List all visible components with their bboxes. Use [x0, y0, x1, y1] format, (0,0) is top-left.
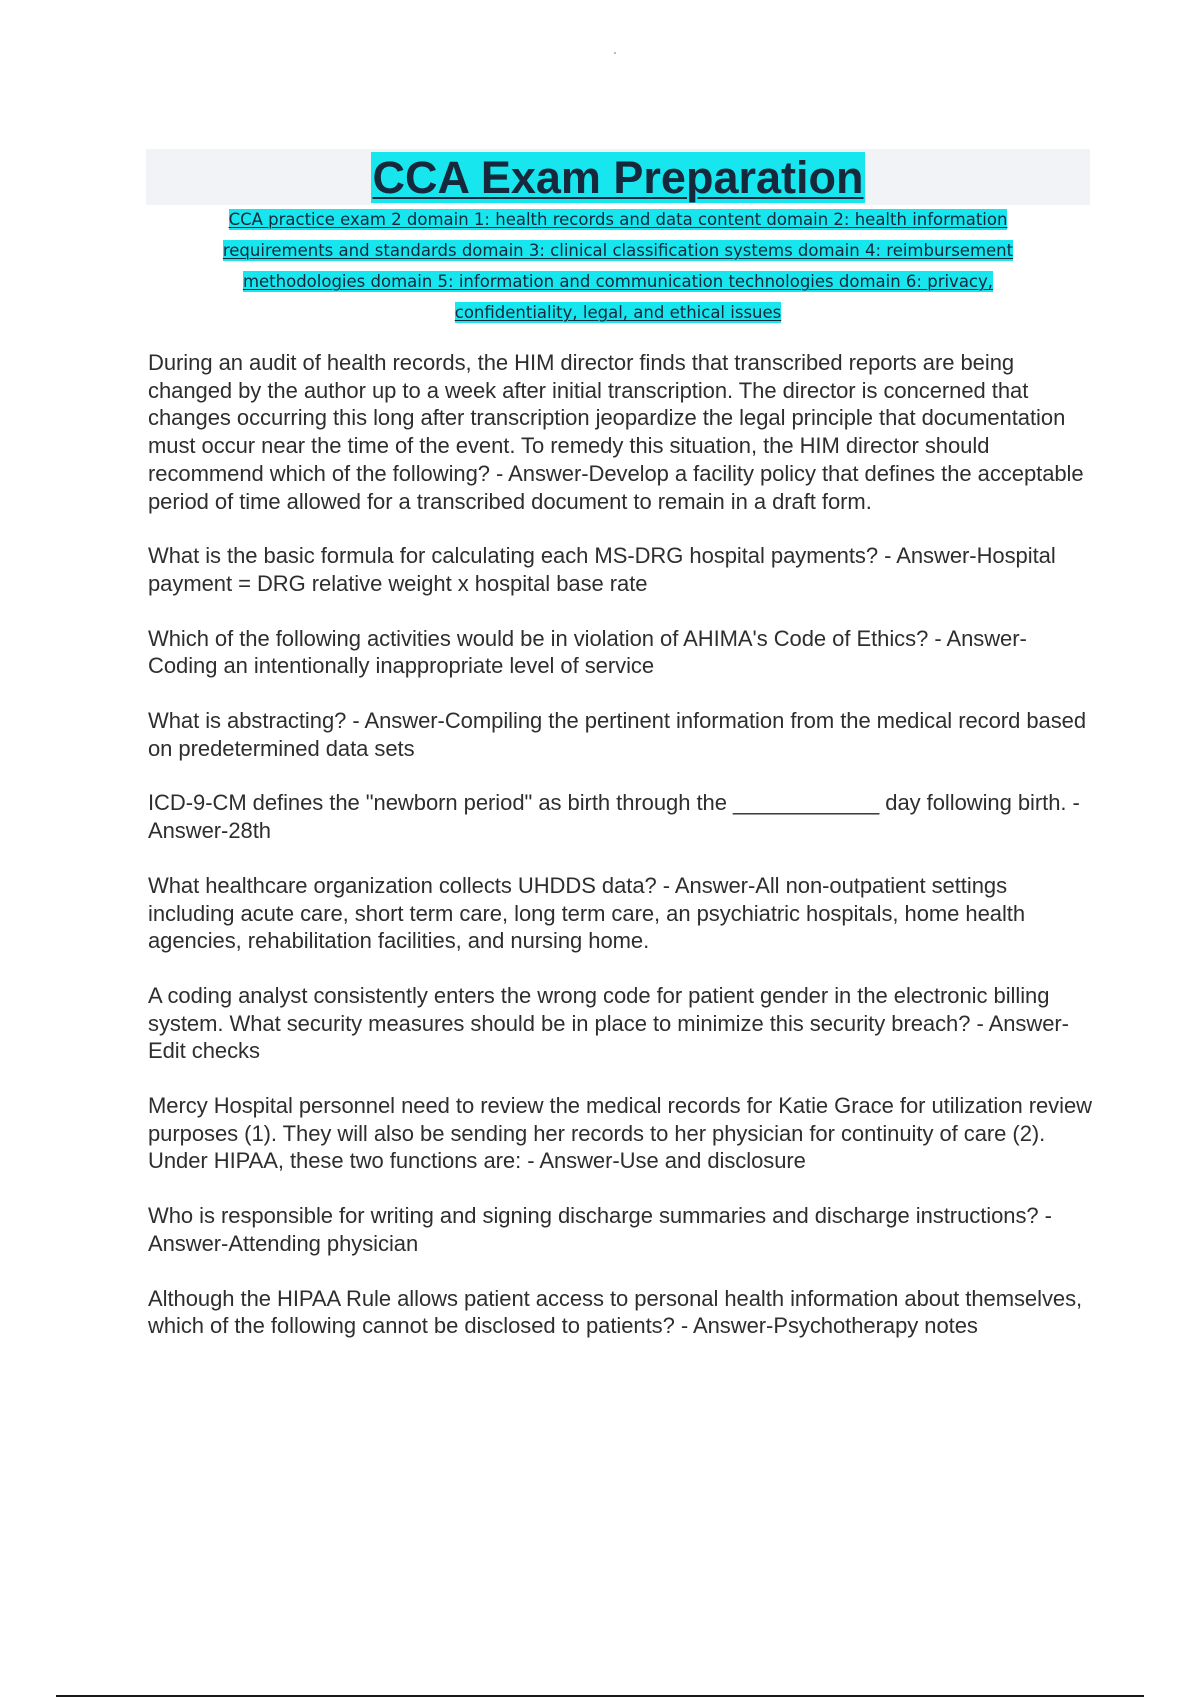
page-subtitle-text: CCA practice exam 2 domain 1: health records and data content domain 2: health information requirements and standards domain 3: clinical classification systems domain 4: reimbursement methodologies domain 5: information and communication technologies domain 6: privacy, confidentiality, legal, and ethical issues: [222, 210, 1014, 322]
qa-item: Who is responsible for writing and signing discharge summaries and discharge instructions? - Answer-Attending physician: [148, 1203, 1052, 1256]
page-speck: [614, 52, 616, 54]
qa-item: Mercy Hospital personnel need to review the medical records for Katie Grace for utilization review purposes (1). They will also be sending her records to her physician for continuity of care (2). Under HIPAA, these two functions are: - Answer-Use and disclosure: [148, 1093, 1092, 1174]
qa-item: What healthcare organization collects UHDDS data? - Answer-All non-outpatient settings including acute care, short term care, long term care, an psychiatric hospitals, home health agencies, rehabilitation facilities, and nursing home.: [148, 872, 1026, 954]
qa-list: [148, 349, 1096, 1367]
page-title: [0, 152, 1200, 204]
page-title-text: CCA Exam Preparation: [372, 152, 864, 203]
qa-item: During an audit of health records, the HIM director finds that transcribed reports are being changed by the author up to a week after initial transcription. The director is concerned that changes occurring this long after transcription jeopardize the legal principle that documentation must occur near the time of the event. To remedy this situation, the HIM director should recommend which of the following? - Answer-Develop a facility policy that defines the acceptable period of time allowed for a transcribed document to remain in a draft form.: [148, 350, 1084, 514]
qa-item: A coding analyst consistently enters the wrong code for patient gender in the electronic billing system. What security measures should be in place to minimize this security breach? - Answer-Edit checks: [148, 982, 1069, 1064]
qa-item: What is the basic formula for calculating each MS-DRG hospital payments? - Answer-Hospital payment = DRG relative weight x hospital base rate: [148, 543, 1056, 596]
qa-item: Although the HIPAA Rule allows patient access to personal health information about themselves, which of the following cannot be disclosed to patients? - Answer-Psychotherapy notes: [148, 1285, 1083, 1339]
qa-item: Which of the following activities would be in violation of AHIMA's Code of Ethics? - Answer-Coding an intentionally inappropriate level of service: [148, 625, 1027, 679]
qa-item: What is abstracting? - Answer-Compiling the pertinent information from the medical record based on predetermined data sets: [148, 708, 1087, 761]
page-subtitle: [185, 204, 1051, 328]
footer-rule: [56, 1695, 1144, 1697]
qa-item: ICD-9-CM defines the "newborn period" as birth through the ____________ day following birth. - Answer-28th: [148, 790, 1080, 844]
